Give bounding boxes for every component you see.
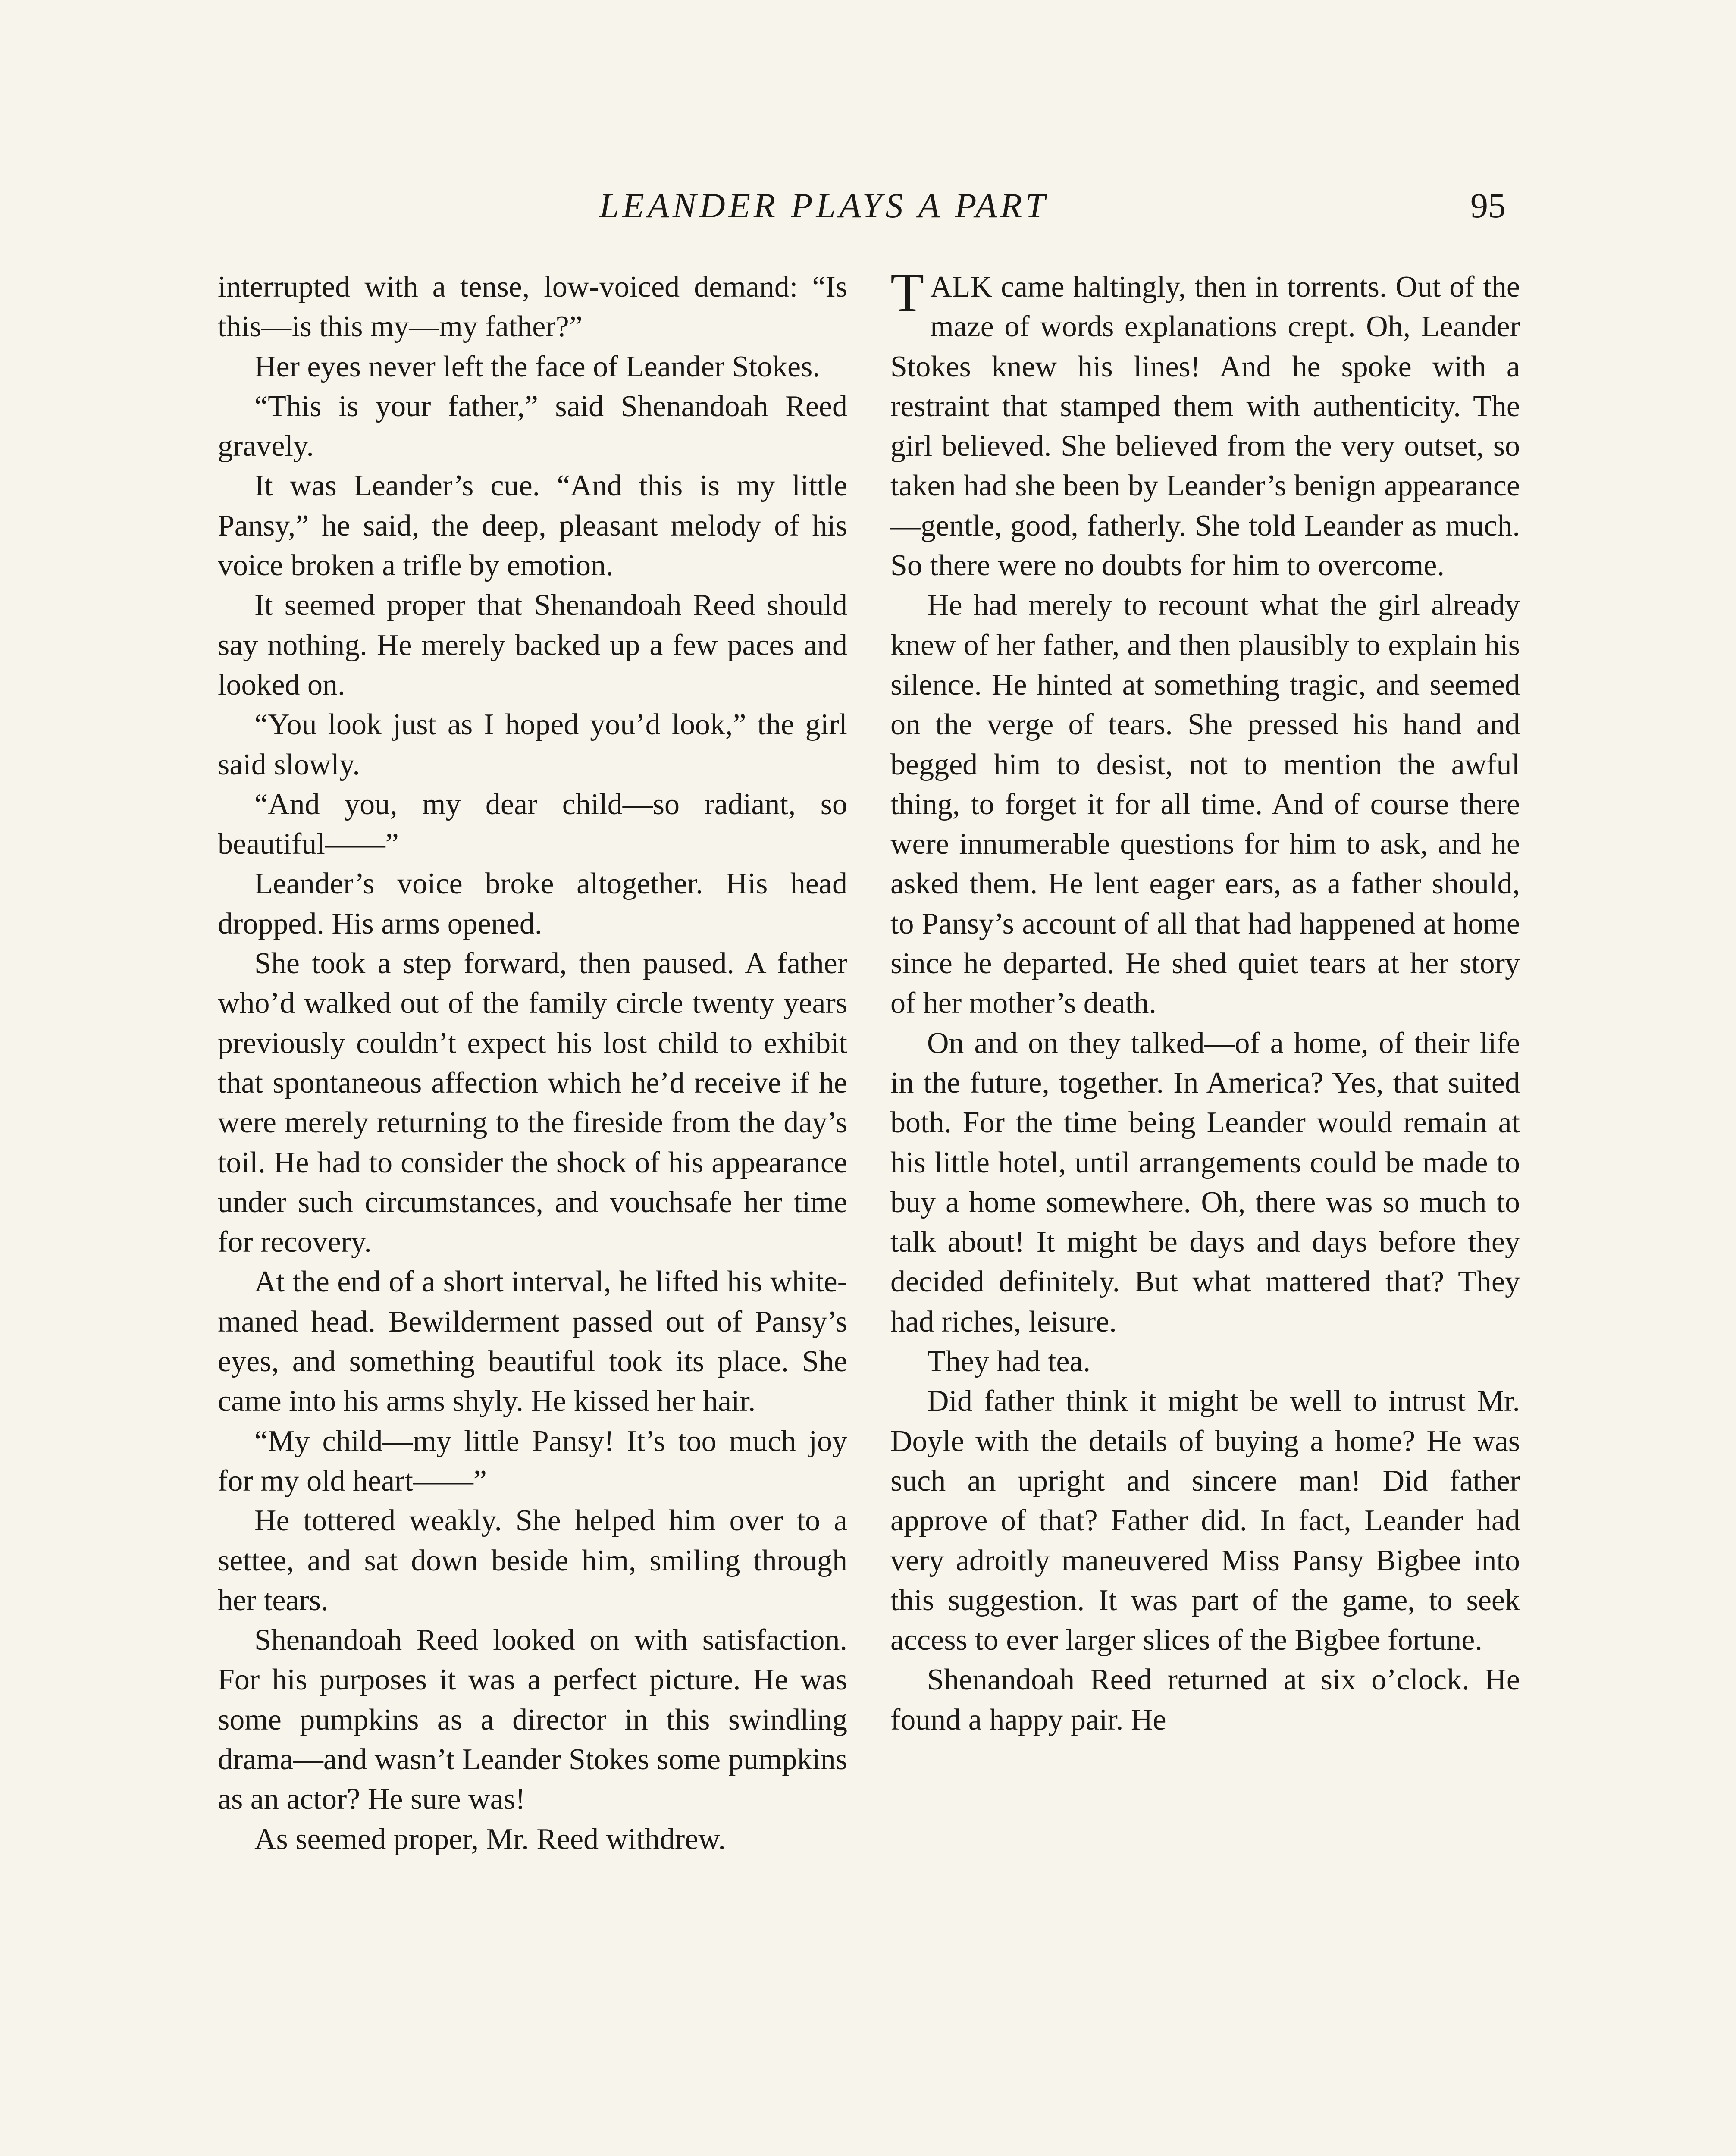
paragraph: On and on they talked—of a home, of their life in the future, together. In America? Yes, that suited both. For the time being Leander would remain at his little hotel, until arrangements could be made to buy a home somewhere. Oh, there was so much to talk about! It might be days and days before they decided definitely. But what mattered that? They had riches, leisure. xyxy=(890,1026,1520,1338)
paragraph: Leander’s voice broke altogether. His head dropped. His arms opened. xyxy=(218,867,847,940)
paragraph: He had merely to recount what the girl already knew of her father, and then plausibly to explain his silence. He hinted at something tragic, and seemed on the verge of tears. She pressed his hand and begged him to desist, not to mention the awful thing, to forget it for all time. And of course there were innumerable questions for him to ask, and he asked them. He lent eager ears, as a father should, to Pansy’s account of all that had happened at home since he departed. He shed quiet tears at her story of her mother’s death. xyxy=(890,589,1520,1020)
paragraph: interrupted with a tense, low-voiced demand: “Is this—is this my—my father?” xyxy=(218,270,847,344)
paragraph: “This is your father,” said Shenandoah Reed gravely. xyxy=(218,389,847,463)
paragraph: As seemed proper, Mr. Reed withdrew. xyxy=(254,1822,726,1856)
opening-paragraph-text: ALK came haltingly, then in torrents. Out of the maze of words explanations crept. Oh, Leander Stokes knew his lines! And he spoke with a restraint that stamped them with authenticity. The girl believed. She believed from the very outset, so taken had she been by Leander’s benign appearance—gentle, good, fatherly. She told Leander as much. So there were no doubts for him to overcome. xyxy=(890,270,1520,583)
paragraph: At the end of a short interval, he lifted his white-maned head. Bewilderment passed out of Pansy’s eyes, and something beautiful took its place. She came into his arms shyly. He kissed her hair. xyxy=(218,1265,847,1418)
paragraph: It was Leander’s cue. “And this is my little Pansy,” he said, the deep, pleasant melody of his voice broken a trifle by emotion. xyxy=(218,469,847,583)
paragraph: Shenandoah Reed looked on with satisfaction. For his purposes it was a perfect picture. He was some pumpkins as a director in this swindling drama—and wasn’t Leander Stokes some pumpkins as an actor? He sure was! xyxy=(218,1623,847,1816)
paragraph: It seemed proper that Shenandoah Reed should say nothing. He merely backed up a few paces and looked on. xyxy=(218,589,847,702)
left-column xyxy=(218,267,847,1859)
paragraph: Her eyes never left the face of Leander Stokes. xyxy=(254,350,820,383)
paragraph: He tottered weakly. She helped him over to a settee, and sat down beside him, smiling through her tears. xyxy=(218,1504,847,1617)
opening-paragraph xyxy=(890,262,1520,586)
right-column xyxy=(890,262,1520,1740)
paragraph: “You look just as I hoped you’d look,” the girl said slowly. xyxy=(218,708,847,781)
paragraph: “My child—my little Pansy! It’s too much joy for my old heart——” xyxy=(218,1424,847,1498)
paragraph: “And you, my dear child—so radiant, so beautiful——” xyxy=(218,787,847,861)
drop-cap: T xyxy=(890,262,924,323)
running-head: LEANDER PLAYS A PART xyxy=(599,186,1049,225)
paragraph: They had tea. xyxy=(927,1345,1090,1379)
paragraph: She took a step forward, then paused. A father who’d walked out of the family circle twenty years previously couldn’t expect his lost child to exhibit that spontaneous affection which he’d receive if he were merely returning to the fireside from the day’s toil. He had to consider the shock of his appearance under such circumstances, and vouchsafe her time for recovery. xyxy=(218,947,847,1259)
paragraph: Shenandoah Reed returned at six o’clock. He found a happy pair. He xyxy=(890,1663,1520,1736)
paragraph: Did father think it might be well to intrust Mr. Doyle with the details of buying a home? He was such an upright and sincere man! Did father approve of that? Father did. In fact, Leander had very adroitly maneuvered Miss Pansy Bigbee into this suggestion. It was part of the game, to seek access to ever larger slices of the Bigbee fortune. xyxy=(890,1385,1520,1657)
page-number: 95 xyxy=(1470,186,1506,225)
